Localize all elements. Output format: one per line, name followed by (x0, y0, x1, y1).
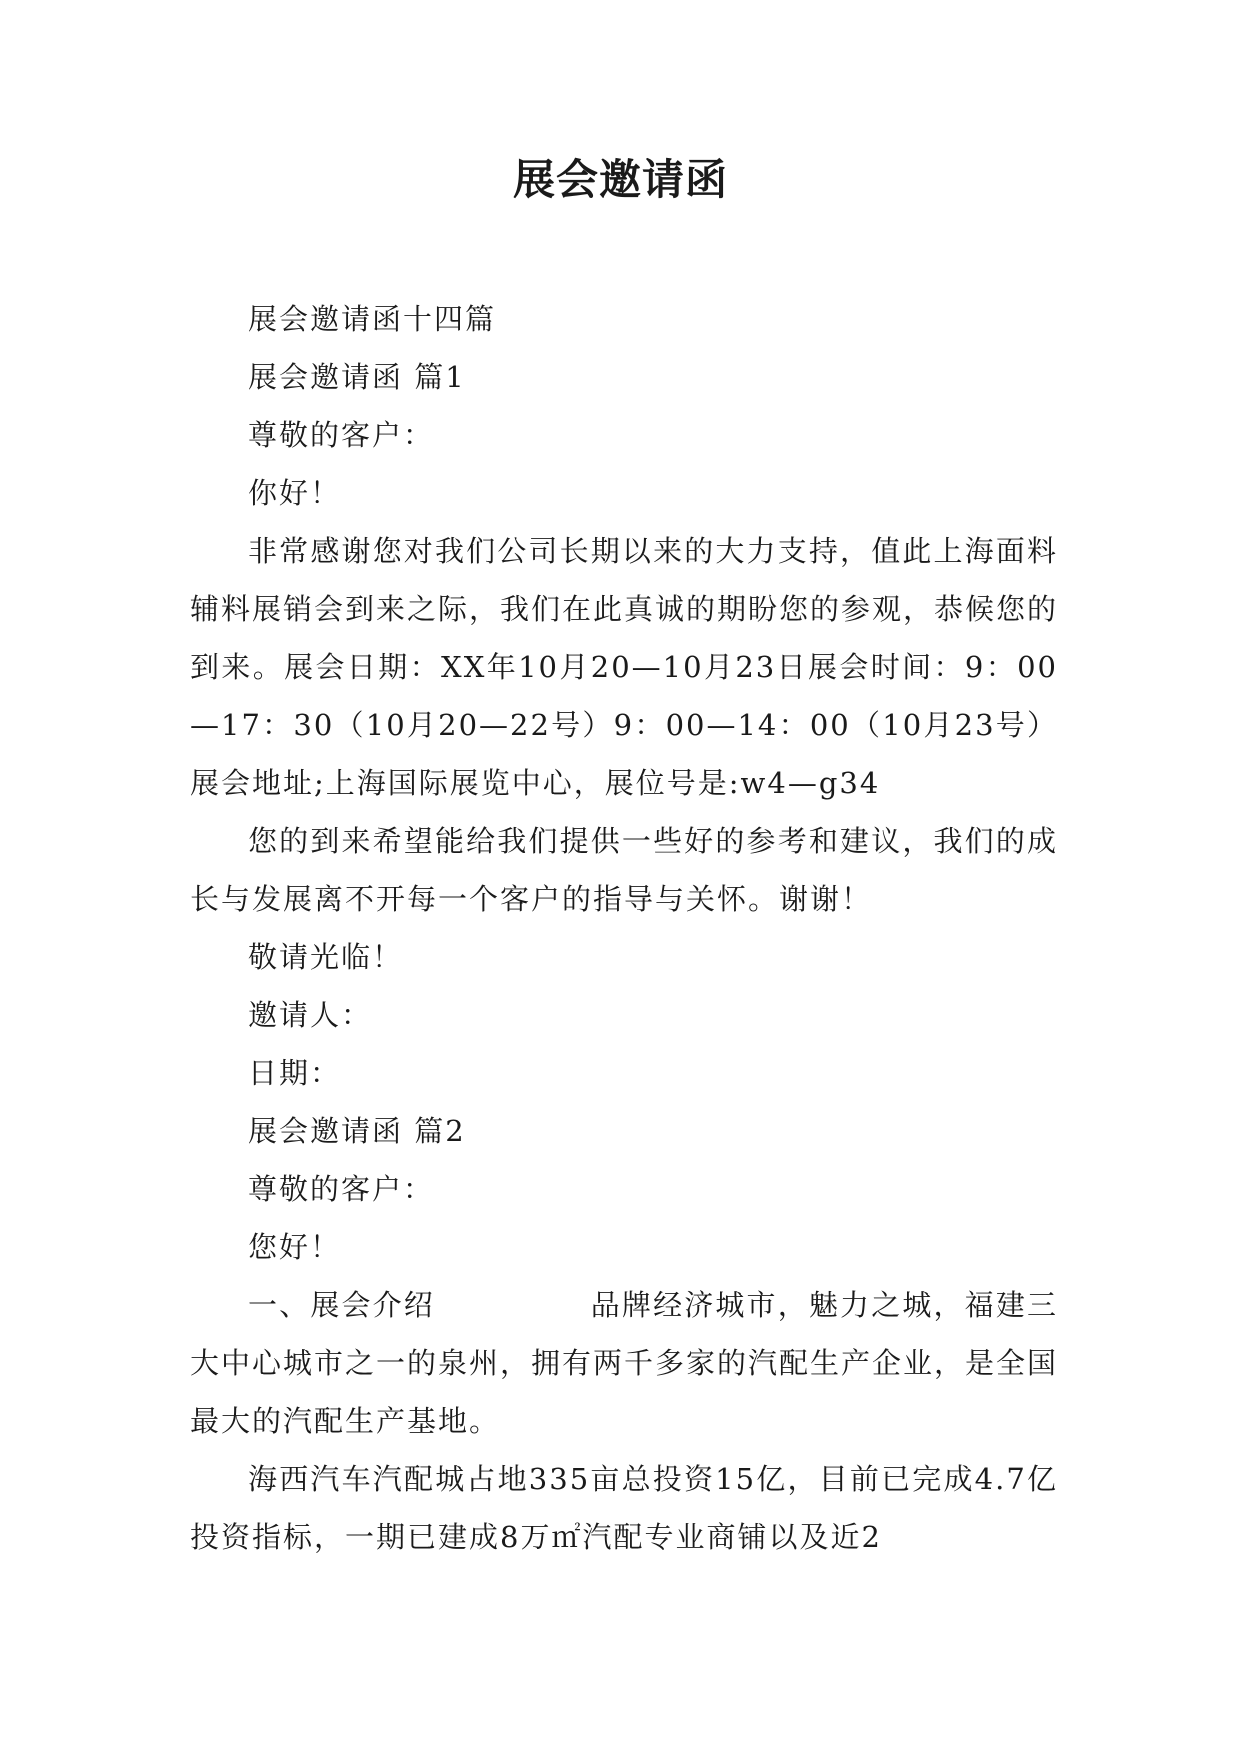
document-title: 展会邀请函 (512, 155, 728, 204)
paragraph-salutation-2: 尊敬的客户： (248, 1172, 435, 1206)
paragraph-greeting-2: 您好！ (248, 1230, 342, 1264)
paragraph-invitation-details: 非常感谢您对我们公司长期以来的大力支持，值此上海面料辅料展销会到来之际，我们在此真诚的期盼您的参观，恭候您的到来。展会日期：XX年10月20—10月23日展会时间：9：00—17：30（10月20—22号）9：00—14：00（10月23号）展会地址;上海国际展览中心，展位号是:w4—g34 (190, 534, 1059, 800)
paragraph-salutation: 尊敬的客户： (248, 418, 435, 452)
paragraph-hope: 您的到来希望能给我们提供一些好的参考和建议，我们的成长与发展离不开每一个客户的指导与关怀。谢谢！ (190, 824, 1058, 916)
paragraph-section-heading-2: 展会邀请函 篇2 (248, 1114, 466, 1148)
paragraph-subtitle: 展会邀请函十四篇 (248, 302, 497, 336)
paragraph-date: 日期： (248, 1056, 342, 1090)
paragraph-auto-parts-city: 海西汽车汽配城占地335亩总投资15亿，目前已完成4.7亿投资指标，一期已建成8万㎡汽配专业商铺以及近2 (190, 1462, 1058, 1554)
paragraph-exhibition-intro: 一、展会介绍 品牌经济城市，魅力之城，福建三大中心城市之一的泉州，拥有两千多家的汽配生产企业，是全国最大的汽配生产基地。 (190, 1288, 1059, 1438)
paragraph-greeting: 你好！ (248, 476, 342, 510)
paragraph-welcome: 敬请光临！ (248, 940, 404, 974)
paragraph-inviter: 邀请人： (248, 998, 373, 1032)
document-body (190, 290, 1058, 1566)
paragraph-section-heading-1: 展会邀请函 篇1 (248, 360, 466, 394)
